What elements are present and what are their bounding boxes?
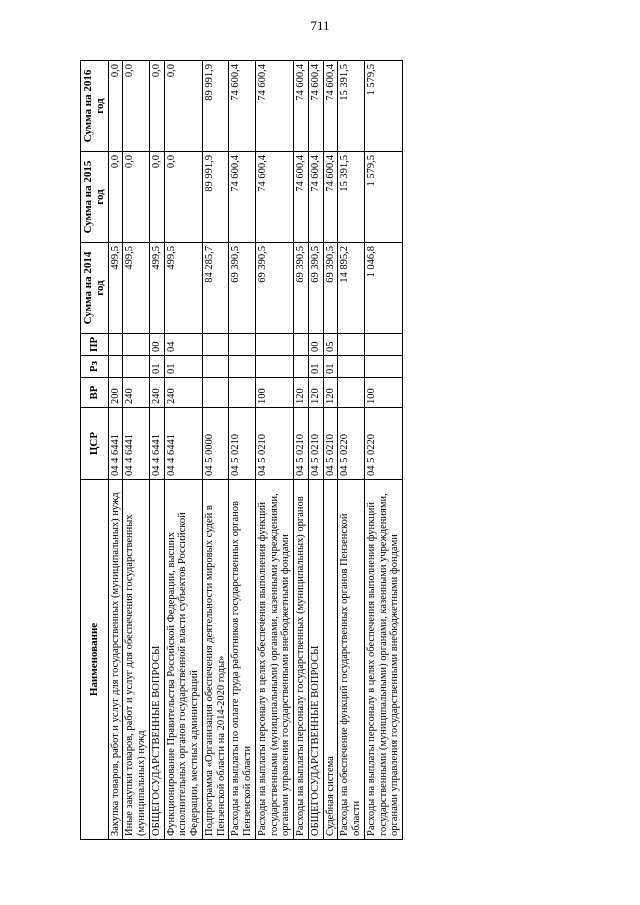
cell-rz bbox=[108, 356, 123, 378]
table-row bbox=[338, 61, 365, 840]
cell-vr: 120 bbox=[323, 378, 338, 408]
cell-rz bbox=[123, 356, 150, 378]
cell-sum-2014: 14 895,2 bbox=[338, 243, 365, 334]
cell-name: ОБЩЕГОСУДАРСТВЕННЫЕ ВОПРОСЫ bbox=[308, 480, 323, 840]
cell-name: Расходы на обеспечение функций государственных органов Пензенской области bbox=[338, 480, 365, 840]
cell-sum-2016: 74 600,4 bbox=[229, 61, 256, 152]
cell-sum-2016: 89 991,9 bbox=[202, 61, 229, 152]
cell-sum-2015: 74 600,4 bbox=[308, 152, 323, 243]
table-row bbox=[364, 61, 402, 840]
cell-name: Расходы на выплаты персоналу в целях обеспечения выполнения функций государственными (муниципальными) органами, казенными учреждениями, органами управления государственными внебюджетными фондами bbox=[255, 480, 293, 840]
cell-rz bbox=[294, 356, 309, 378]
cell-vr: 240 bbox=[164, 378, 202, 408]
cell-sum-2014: 499,5 bbox=[108, 243, 123, 334]
cell-rz bbox=[202, 356, 229, 378]
header-name: Наименование bbox=[81, 480, 109, 840]
cell-pr: 00 bbox=[149, 334, 164, 356]
cell-pr bbox=[255, 334, 293, 356]
cell-sum-2015: 74 600,4 bbox=[323, 152, 338, 243]
cell-rz bbox=[229, 356, 256, 378]
cell-vr: 100 bbox=[255, 378, 293, 408]
table-row bbox=[229, 61, 256, 840]
cell-sum-2014: 69 390,5 bbox=[294, 243, 309, 334]
table-row bbox=[164, 61, 202, 840]
cell-vr bbox=[338, 378, 365, 408]
cell-sum-2014: 499,5 bbox=[149, 243, 164, 334]
cell-sum-2015: 74 600,4 bbox=[255, 152, 293, 243]
cell-csr: 04 4 6441 bbox=[123, 408, 150, 480]
cell-sum-2015: 15 391,5 bbox=[338, 152, 365, 243]
table-row bbox=[294, 61, 309, 840]
header-rz: Рз bbox=[81, 356, 109, 378]
cell-name: Судебная система bbox=[323, 480, 338, 840]
cell-rz: 01 bbox=[323, 356, 338, 378]
cell-vr: 100 bbox=[364, 378, 402, 408]
cell-pr bbox=[294, 334, 309, 356]
cell-sum-2016: 74 600,4 bbox=[308, 61, 323, 152]
cell-csr: 04 5 0210 bbox=[294, 408, 309, 480]
cell-name: Подпрограмма «Организация обеспечения деятельности мировых судей в Пензенской области на 2014-2020 годы» bbox=[202, 480, 229, 840]
cell-sum-2015: 0,0 bbox=[149, 152, 164, 243]
cell-sum-2014: 69 390,5 bbox=[255, 243, 293, 334]
cell-rz: 01 bbox=[308, 356, 323, 378]
cell-sum-2016: 1 579,5 bbox=[364, 61, 402, 152]
cell-sum-2015: 0,0 bbox=[108, 152, 123, 243]
header-sum-2014: Сумма на 2014 год bbox=[81, 243, 109, 334]
cell-name: Иные закупки товаров, работ и услуг для обеспечения государственных (муниципальных) нужд bbox=[123, 480, 150, 840]
header-pr: ПР bbox=[81, 334, 109, 356]
table-row bbox=[123, 61, 150, 840]
cell-sum-2015: 0,0 bbox=[123, 152, 150, 243]
table-body bbox=[108, 61, 403, 840]
table-row bbox=[255, 61, 293, 840]
header-csr: ЦСР bbox=[81, 408, 109, 480]
cell-csr: 04 4 6441 bbox=[164, 408, 202, 480]
cell-pr bbox=[202, 334, 229, 356]
page-number: 711 bbox=[310, 18, 330, 33]
cell-rz bbox=[255, 356, 293, 378]
cell-csr: 04 4 6441 bbox=[108, 408, 123, 480]
cell-rz: 01 bbox=[164, 356, 202, 378]
cell-sum-2016: 15 391,5 bbox=[338, 61, 365, 152]
cell-pr bbox=[364, 334, 402, 356]
cell-name: ОБЩЕГОСУДАРСТВЕННЫЕ ВОПРОСЫ bbox=[149, 480, 164, 840]
cell-name: Закупка товаров, работ и услуг для государственных (муниципальных) нужд bbox=[108, 480, 123, 840]
cell-pr bbox=[108, 334, 123, 356]
cell-pr: 05 bbox=[323, 334, 338, 356]
cell-vr bbox=[202, 378, 229, 408]
cell-sum-2016: 0,0 bbox=[149, 61, 164, 152]
cell-pr bbox=[229, 334, 256, 356]
cell-vr bbox=[229, 378, 256, 408]
table-header-row bbox=[81, 61, 109, 840]
cell-vr: 120 bbox=[294, 378, 309, 408]
cell-rz bbox=[338, 356, 365, 378]
rotated-table-frame bbox=[80, 60, 640, 840]
cell-sum-2014: 69 390,5 bbox=[229, 243, 256, 334]
cell-name: Функционирование Правительства Российской Федерации, высших исполнительных органов государственной власти субъектов Российской Федерации, местных администраций bbox=[164, 480, 202, 840]
table-row bbox=[149, 61, 164, 840]
cell-sum-2014: 1 046,8 bbox=[364, 243, 402, 334]
cell-sum-2015: 0,0 bbox=[164, 152, 202, 243]
cell-csr: 04 5 0210 bbox=[308, 408, 323, 480]
cell-csr: 04 5 0000 bbox=[202, 408, 229, 480]
cell-csr: 04 4 6441 bbox=[149, 408, 164, 480]
cell-pr: 04 bbox=[164, 334, 202, 356]
table-row bbox=[108, 61, 123, 840]
cell-sum-2015: 89 991,9 bbox=[202, 152, 229, 243]
cell-vr: 240 bbox=[123, 378, 150, 408]
cell-csr: 04 5 0210 bbox=[323, 408, 338, 480]
table-row bbox=[202, 61, 229, 840]
cell-rz bbox=[364, 356, 402, 378]
cell-sum-2015: 74 600,4 bbox=[294, 152, 309, 243]
cell-sum-2014: 84 285,7 bbox=[202, 243, 229, 334]
header-sum-2016: Сумма на 2016 год bbox=[81, 61, 109, 152]
cell-csr: 04 5 0220 bbox=[338, 408, 365, 480]
cell-sum-2014: 69 390,5 bbox=[323, 243, 338, 334]
table-row bbox=[323, 61, 338, 840]
cell-vr: 120 bbox=[308, 378, 323, 408]
cell-sum-2014: 499,5 bbox=[123, 243, 150, 334]
cell-sum-2014: 69 390,5 bbox=[308, 243, 323, 334]
cell-name: Расходы на выплаты по оплате труда работников государственных органов Пензенской области bbox=[229, 480, 256, 840]
cell-sum-2016: 0,0 bbox=[108, 61, 123, 152]
cell-sum-2016: 0,0 bbox=[164, 61, 202, 152]
cell-vr: 200 bbox=[108, 378, 123, 408]
cell-sum-2014: 499,5 bbox=[164, 243, 202, 334]
budget-table bbox=[80, 60, 403, 840]
cell-name: Расходы на выплаты персоналу государственных (муниципальных) органов bbox=[294, 480, 309, 840]
cell-pr: 00 bbox=[308, 334, 323, 356]
cell-vr: 240 bbox=[149, 378, 164, 408]
cell-sum-2015: 1 579,5 bbox=[364, 152, 402, 243]
header-sum-2015: Сумма на 2015 год bbox=[81, 152, 109, 243]
cell-csr: 04 5 0210 bbox=[255, 408, 293, 480]
table-container bbox=[80, 60, 640, 840]
cell-pr bbox=[123, 334, 150, 356]
cell-pr bbox=[338, 334, 365, 356]
cell-csr: 04 5 0220 bbox=[364, 408, 402, 480]
cell-sum-2016: 74 600,4 bbox=[255, 61, 293, 152]
cell-sum-2016: 74 600,4 bbox=[294, 61, 309, 152]
cell-csr: 04 5 0210 bbox=[229, 408, 256, 480]
cell-rz: 01 bbox=[149, 356, 164, 378]
cell-sum-2016: 0,0 bbox=[123, 61, 150, 152]
cell-sum-2015: 74 600,4 bbox=[229, 152, 256, 243]
cell-name: Расходы на выплаты персоналу в целях обеспечения выполнения функций государственными (муниципальными) органами, казенными учреждениями, органами управления государственными внебюджетными фондами bbox=[364, 480, 402, 840]
header-vr: ВР bbox=[81, 378, 109, 408]
table-row bbox=[308, 61, 323, 840]
cell-sum-2016: 74 600,4 bbox=[323, 61, 338, 152]
